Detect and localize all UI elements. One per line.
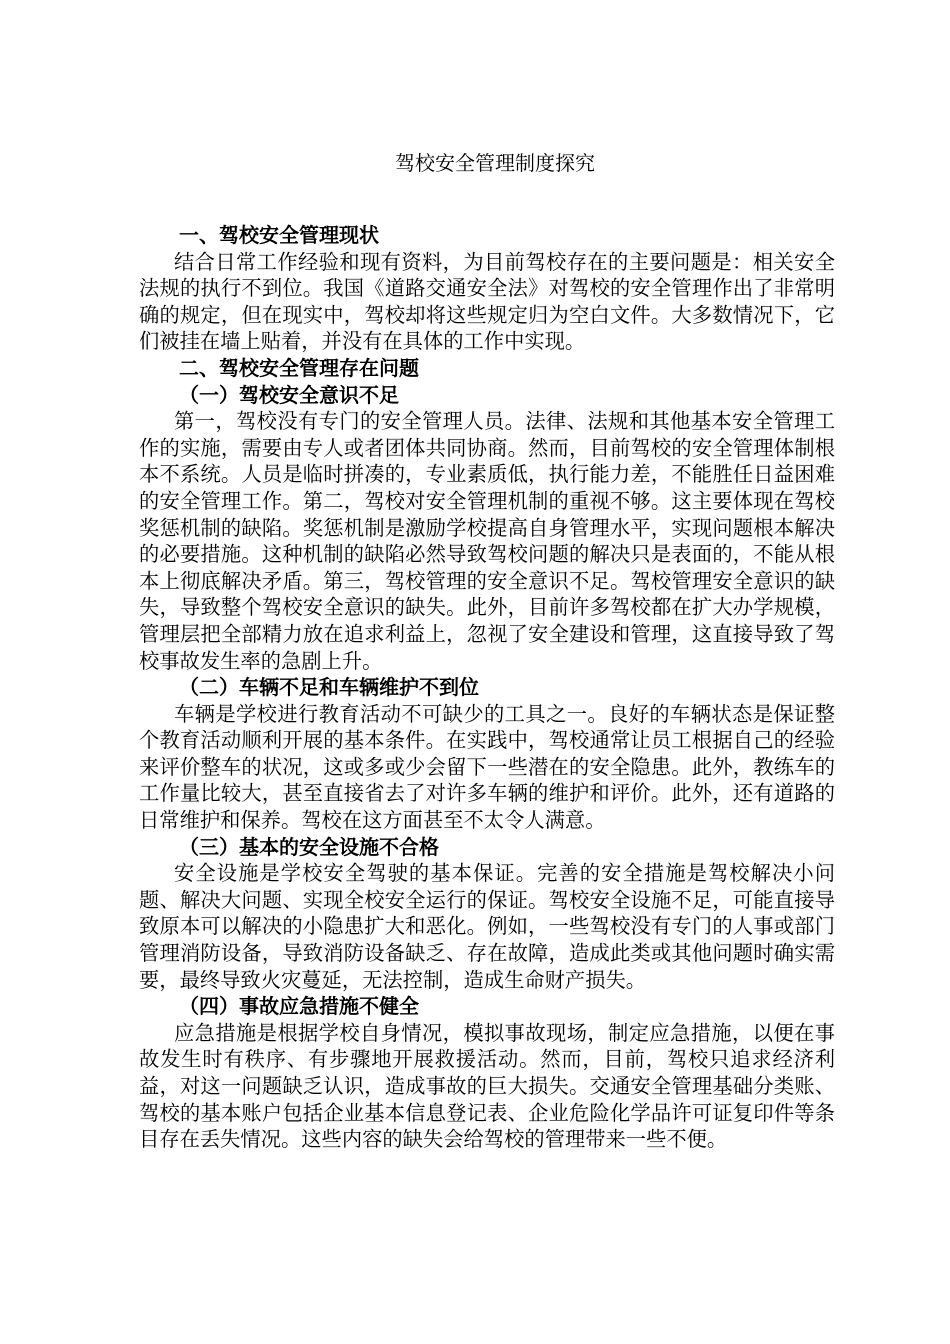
subheading-safety-awareness: （一）驾校安全意识不足 [179,382,399,407]
paragraph-status: 结合日常工作经验和现有资料，为目前驾校存在的主要问题是：相关安全法规的执行不到位。我国《道路交通安全法》对驾校的安全管理作出了非常明确的规定，但在现实中，驾校却将这些规定归为空白文件。大多数情况下，它们被挂在墙上贴着，并没有在具体的工作中实现。 [139,249,835,354]
section-heading-problems: 二、驾校安全管理存在问题 [179,355,419,380]
document-title: 驾校安全管理制度探究 [395,151,595,175]
subheading-vehicle-maintenance: （二）车辆不足和车辆维护不到位 [179,675,479,700]
subheading-safety-facilities: （三）基本的安全设施不合格 [179,834,439,859]
paragraph-safety-facilities: 安全设施是学校安全驾驶的基本保证。完善的安全措施是驾校解决小问题、解决大问题、实现全校安全运行的保证。驾校安全设施不足，可能直接导致原本可以解决的小隐患扩大和恶化。例如，一些驾校没有专门的人事或部门管理消防设备，导致消防设备缺乏、存在故障，造成此类或其他问题时确实需要，最终导致火灾蔓延，无法控制，造成生命财产损失。 [139,861,835,992]
document-body [139,222,835,1153]
section-heading-status: 一、驾校安全管理现状 [179,223,379,247]
paragraph-emergency-measures: 应急措施是根据学校自身情况，模拟事故现场，制定应急措施，以便在事故发生时有秩序、有步骤地开展救援活动。然而，目前，驾校只追求经济利益，对这一问题缺乏认识，造成事故的巨大损失。交通安全管理基础分类账、驾校的基本账户包括企业基本信息登记表、企业危险化学品许可证复印件等条目存在丢失情况。这些内容的缺失会给驾校的管理带来一些不便。 [139,1020,835,1152]
subheading-emergency-measures: （四）事故应急措施不健全 [179,994,419,1019]
paragraph-safety-awareness: 第一，驾校没有专门的安全管理人员。法律、法规和其他基本安全管理工作的实施，需要由专人或者团体共同协商。然而，目前驾校的安全管理体制根本不系统。人员是临时拼凑的，专业素质低，执行能力差，不能胜任日益困难的安全管理工作。第二，驾校对安全管理机制的重视不够。这主要体现在驾校奖惩机制的缺陷。奖惩机制是激励学校提高自身管理水平，实现问题根本解决的必要措施。这种机制的缺陷必然导致驾校问题的解决只是表面的，不能从根本上彻底解决矛盾。第三，驾校管理的安全意识不足。驾校管理安全意识的缺失，导致整个驾校安全意识的缺失。此外，目前许多驾校都在扩大办学规模，管理层把全部精力放在追求利益上，忽视了安全建设和管理，这直接导致了驾校事故发生率的急剧上升。 [139,409,835,673]
paragraph-vehicle-maintenance: 车辆是学校进行教育活动不可缺少的工具之一。良好的车辆状态是保证整个教育活动顺利开展的基本条件。在实践中，驾校通常让员工根据自己的经验来评价整车的状况，这或多或少会留下一些潜在的安全隐患。此外，教练车的工作量比较大，甚至直接省去了对许多车辆的维护和评价。此外，还有道路的日常维护和保养。驾校在这方面甚至不太令人满意。 [139,701,835,833]
